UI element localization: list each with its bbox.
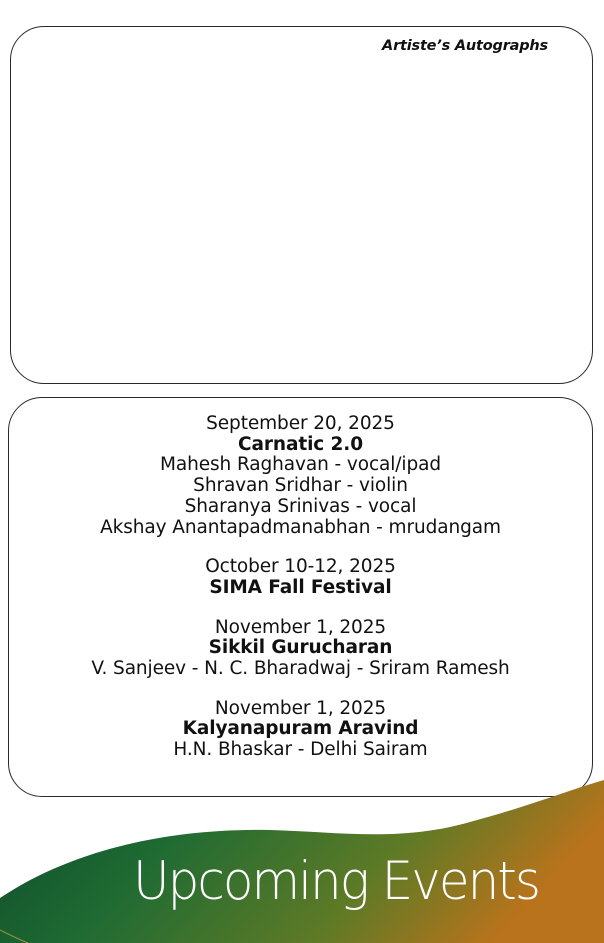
autographs-title: Artiste’s Autographs	[382, 38, 548, 54]
event-item	[9, 557, 592, 598]
events-panel	[8, 397, 593, 797]
event-date: October 10-12, 2025	[205, 556, 396, 578]
event-performer: Shravan Sridhar - violin	[193, 475, 408, 497]
event-performer: V. Sanjeev - N. C. Bharadwaj - Sriram Ramesh	[91, 658, 510, 680]
event-title: Sikkil Gurucharan	[208, 637, 393, 659]
events-list	[9, 414, 592, 780]
event-performer: Mahesh Raghavan - vocal/ipad	[160, 454, 441, 476]
event-item	[9, 618, 592, 680]
event-performer: Sharanya Srinivas - vocal	[184, 495, 417, 517]
event-performer: H.N. Bhaskar - Delhi Sairam	[173, 739, 428, 761]
autographs-panel	[10, 26, 593, 384]
event-date: November 1, 2025	[214, 697, 387, 719]
event-item	[9, 699, 592, 761]
event-title: Carnatic 2.0	[237, 433, 363, 455]
upcoming-events-heading: Upcoming Events	[133, 850, 539, 912]
event-date: September 20, 2025	[206, 413, 395, 434]
event-title: SIMA Fall Festival	[209, 576, 392, 598]
event-date: November 1, 2025	[214, 616, 387, 638]
event-performer: Akshay Anantapadmanabhan - mrudangam	[100, 516, 501, 538]
event-title: Kalyanapuram Aravind	[182, 718, 419, 740]
event-item	[9, 414, 592, 538]
